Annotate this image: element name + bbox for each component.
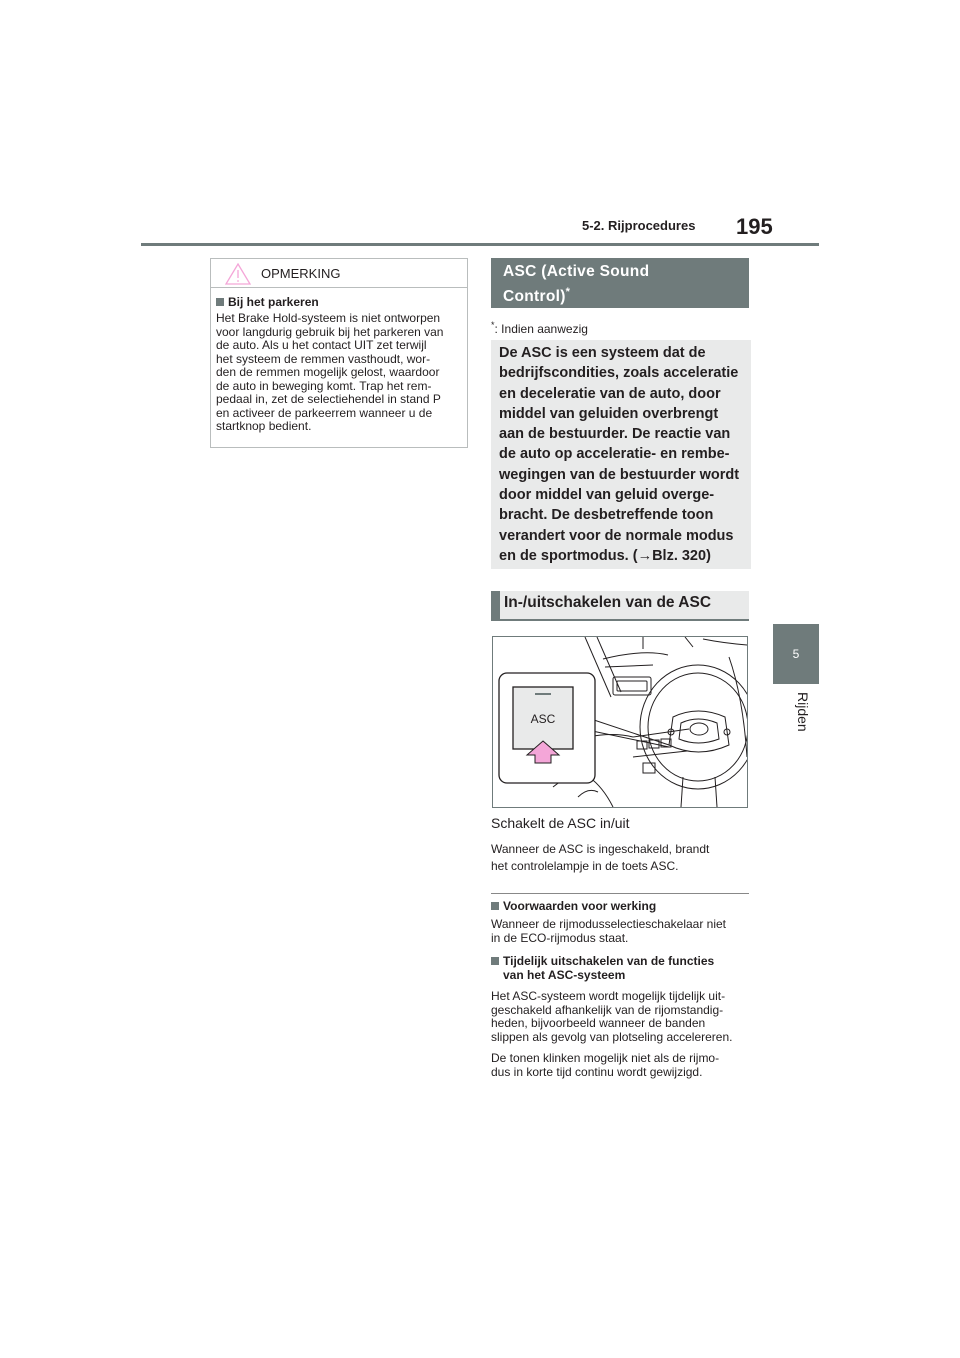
asc-heading-line1: ASC (Active Sound [503,263,650,280]
temp-line: geschakeld afhankelijk van de rijomstandig- [491,1002,724,1017]
intro-line: De ASC is een systeem dat de [499,345,706,361]
notice-box [210,258,468,448]
intro-line: wegingen van de bestuurder wordt [499,466,740,483]
notice-line: en activeer de parkeerrem wanneer u de [216,405,433,420]
temp-line: slippen als gevolg van plotseling accelereren. [491,1029,733,1044]
notice-title: OPMERKING [261,266,341,281]
footnote-text: : Indien aanwezig [494,322,588,336]
asc-intro-box [491,340,751,569]
intro-line: bedrijfscondities, zoals acceleratie [499,365,739,382]
notice-header [211,259,467,288]
asc-heading [491,258,749,308]
square-bullet-icon [216,298,224,306]
temporary-disable-title [491,955,751,982]
header-rule [141,243,819,246]
asc-heading-line2: Control) [503,288,566,306]
conditions-title [491,899,656,913]
asc-switch-illustration [492,636,748,808]
temp-line2: dus in korte tijd continu wordt gewijzigd. [491,1064,703,1079]
chapter-label: Rijden [795,692,811,732]
temp-title-line2: van het ASC-systeem [503,967,626,982]
conditions-text [491,918,751,945]
intro-line: de auto op acceleratie- en rembe- [499,446,730,463]
footnote [491,320,588,336]
square-bullet-icon [491,957,499,965]
intro-line: aan de bestuurder. De reactie van [499,426,731,443]
asc-button-label: ASC [530,712,556,726]
notice-line: pedaal in, zet de selectiehendel in stand P [216,392,441,406]
notice-line: den de remmen mogelijk gelost, waardoor [216,365,440,379]
tone-change-text [491,1052,753,1079]
figure-caption: Schakelt de ASC in/uit [491,815,630,831]
dashboard-drawing [493,637,747,807]
notice-line: de auto. Als u het contact UIT zet terwijl [216,338,427,352]
notice-line: startknop bedient. [216,419,312,433]
page-number: 195 [736,214,773,239]
chapter-number: 5 [792,647,800,661]
caption-note-line: het controlelampje in de toets ASC. [491,859,679,873]
footnote-mark: * [491,320,495,330]
intro-line: middel van geluiden overbrengt [499,405,719,422]
conditions-line: in de ECO-rijmodus staat. [491,930,629,945]
conditions-title-text: Voorwaarden voor werking [503,899,657,913]
warning-triangle-icon [225,263,251,285]
caption-note [491,841,751,875]
notice-line: het systeem de remmen vasthoudt, wor- [216,351,431,366]
square-bullet-icon [491,902,499,910]
notice-line: voor langdurig gebruik bij het parkeren van [216,324,444,339]
temp-title-line1: Tijdelijk uitschakelen van de functies [503,954,715,968]
section-title: 5-2. Rijprocedures [582,218,696,233]
notice-line: Het Brake Hold-systeem is niet ontworpen [216,311,441,325]
caption-note-line: Wanneer de ASC is ingeschakeld, brandt [491,842,710,856]
notice-subtitle [216,295,319,309]
notice-body [216,312,466,434]
chapter-tab [773,624,819,684]
temp-line2: De tonen klinken mogelijk niet als de rijmo- [491,1051,720,1065]
asc-heading-mark: * [565,286,571,298]
intro-line: bracht. De desbetreffende toon [499,507,714,524]
divider [491,893,749,894]
intro-line: verandert voor de normale modus [499,527,734,544]
intro-line: en deceleratie van de auto, door [499,385,721,402]
intro-line: en de sportmodus. (→Blz. 320) [499,547,711,564]
notice-line: de auto in beweging komt. Trap het rem- [216,378,432,393]
temp-line: Het ASC-systeem wordt mogelijk tijdelijk uit- [491,989,726,1003]
conditions-line: Wanneer de rijmodusselectieschakelaar niet [491,917,727,931]
temporary-disable-text [491,990,753,1044]
switch-heading: In-/uitschakelen van de ASC [491,591,749,621]
notice-subtitle-text: Bij het parkeren [228,295,319,309]
intro-line: door middel van geluid overge- [499,487,715,504]
temp-line: heden, bijvoorbeeld wanneer de banden [491,1016,706,1030]
